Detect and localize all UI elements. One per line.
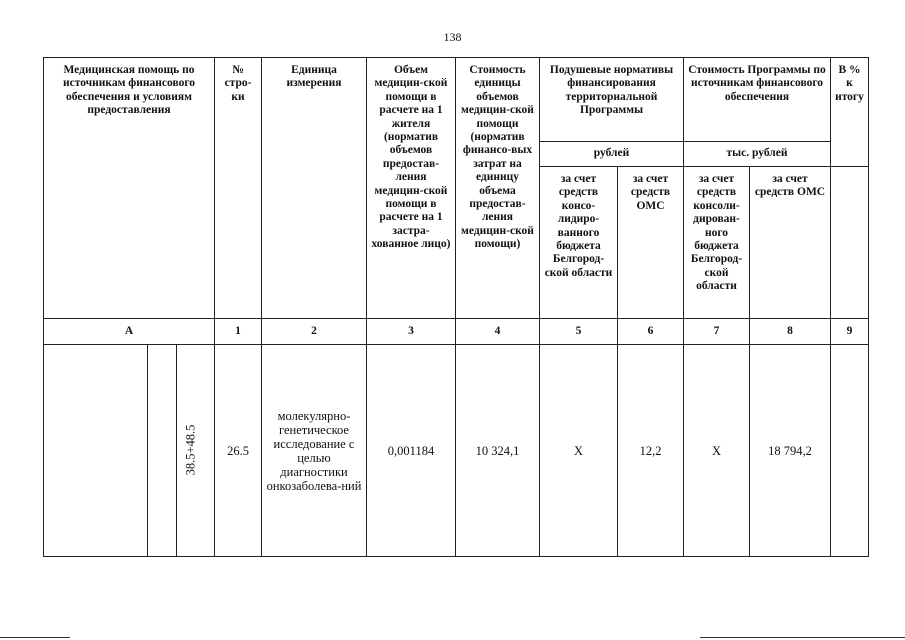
subgroup-divider-line [539,141,830,142]
header-col-2: Единица измерения [286,64,342,90]
row-unit-cost: 10 324,1 [475,443,520,458]
row-cost-budget: X [711,443,722,458]
header-group-per-capita-unit: рублей [593,147,630,159]
subcol-line-2 [176,344,177,557]
header-col-1: № стро-ки [224,64,252,103]
scan-edge-mark-left [0,637,70,638]
row-line-number: 26.5 [227,443,249,458]
header-col-6: за счет средств ОМС [630,173,671,212]
colnum-8: 8 [787,324,793,337]
header-col-8: за счет средств ОМС [754,173,826,199]
header-col-7: за счет средств консоли-дирован-ного бюджета Белгород-ской области [690,173,743,293]
colnum-2: 2 [311,324,317,337]
colnum-6: 6 [647,324,654,337]
header-col-a: Медицинская помощь по источникам финансового обеспечения и условиям предоставления [62,64,196,117]
header-col-5: за счет средств консо-лидиро-ванного бюджета Белгород-ской области [544,173,613,279]
colnum-5: 5 [575,324,582,337]
table-left-border [43,57,44,557]
row-unit: молекулярно-генетическое исследование с целью диагностики онкозаболева-ний [266,408,362,493]
header-group-per-capita: Подушевые нормативы финансирования территориальной Программы [549,64,674,117]
colnum-a: А [124,324,134,337]
table-top-border [43,57,869,58]
header-group-cost-unit: тыс. рублей [726,147,788,159]
header-group-cost: Стоимость Программы по источникам финансового обеспечения [688,64,826,103]
subcol-line-1 [147,344,148,557]
row-per-capita-oms: 12,2 [639,443,662,458]
colnum-7: 7 [713,324,720,337]
row-cost-oms: 18 794,2 [768,443,812,458]
header-col-9: В % к итогу [835,64,864,103]
row-volume: 0,001184 [387,443,435,458]
table-bottom-border [43,556,869,557]
colnum-9: 9 [846,324,853,337]
colnum-3: 3 [408,324,414,337]
scan-edge-mark-right [700,637,905,638]
header-col-3: Объем медицин-ской помощи в расчете на 1 жителя (норматив объемов предостав-ления медицин-ской помощи в расчете на 1 застра-хованное лицо) [371,64,451,251]
table-right-border [868,57,869,557]
colnum-4: 4 [494,324,501,337]
row-code-rotated: 38.5+48.5 [183,424,198,476]
unit-row-bottom-line [539,166,869,167]
page-number: 138 [443,30,462,44]
header-col-4: Стоимость единицы объемов медицин-ской помощи (норматив финансо-вых затрат на единицу объема предостав-ления медицин-ской помощи) [461,64,534,251]
colnum-1: 1 [235,324,241,337]
row-percent [831,345,868,556]
row-per-capita-budget: X [573,443,584,458]
col-line-2 [261,57,262,557]
